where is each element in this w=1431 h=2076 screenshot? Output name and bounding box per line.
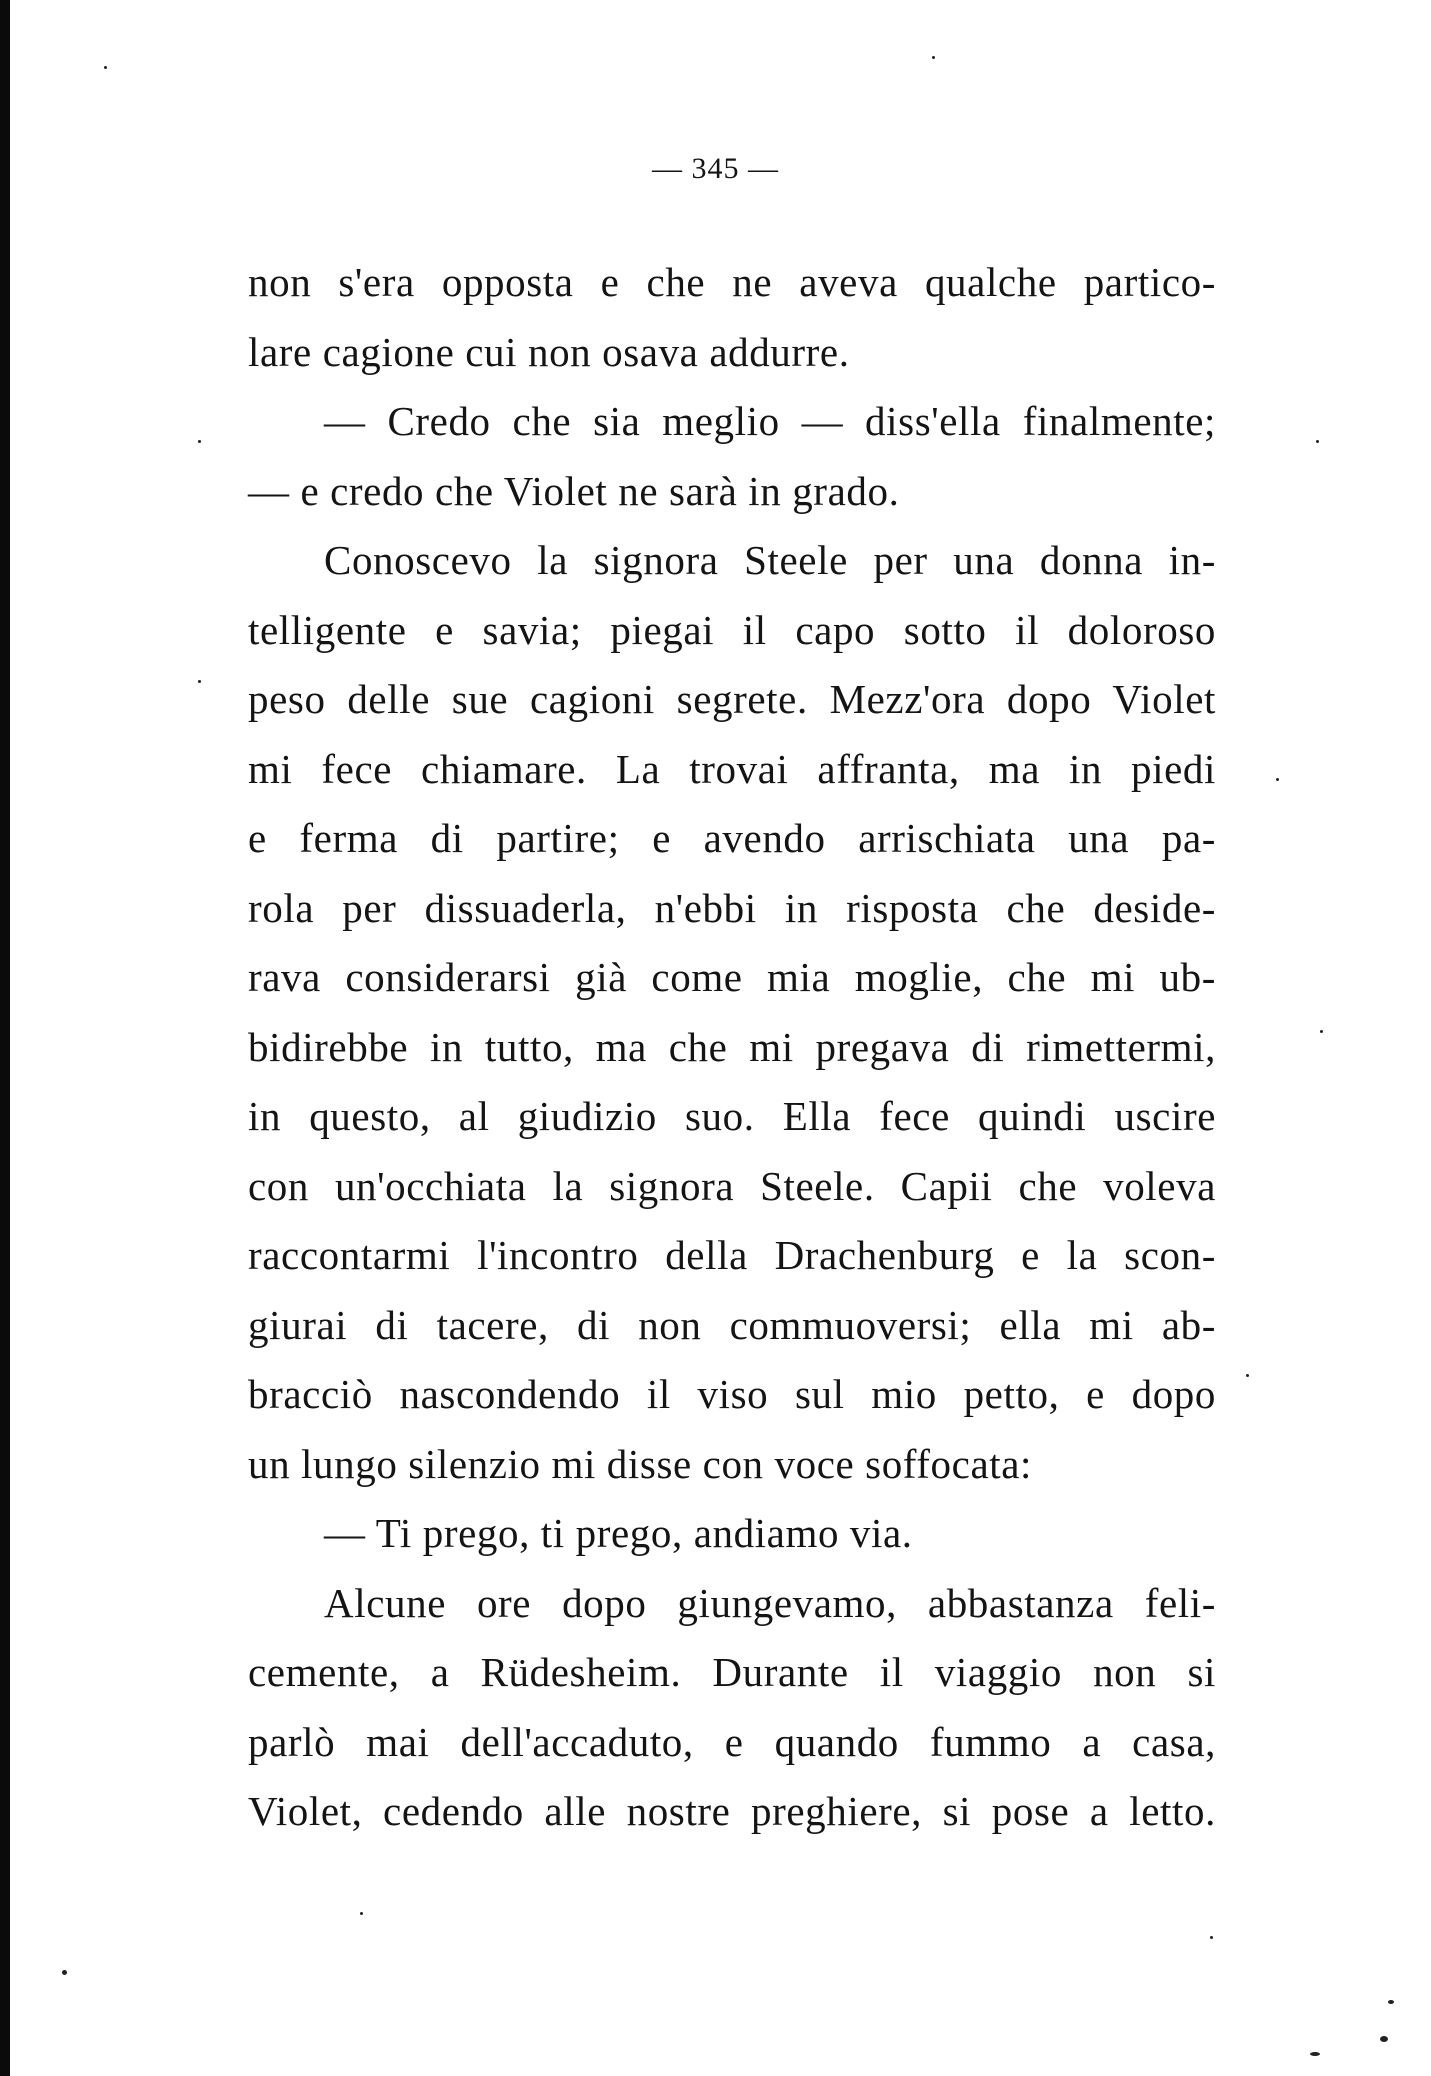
text-line: non s'era opposta e che ne aveva qualche partico-: [248, 259, 1216, 305]
text-line: — Ti prego, ti prego, andiamo via.: [324, 1510, 913, 1556]
scan-speck: [360, 1912, 363, 1915]
text-line: parlò mai dell'accaduto, e quando fummo a casa,: [248, 1718, 1216, 1765]
text-line: telligente e savia; piegai il capo sotto il doloroso: [248, 606, 1216, 653]
text-line: — e credo che Violet ne sarà in grado.: [248, 467, 900, 514]
text-line: bracciò nascondendo il viso sul mio petto, e dopo: [248, 1371, 1216, 1417]
scan-speck: [1316, 440, 1319, 443]
scan-speck: [1320, 1030, 1323, 1033]
scan-speck: [1310, 2052, 1320, 2056]
text-line: un lungo silenzio mi disse con voce soffocata:: [248, 1440, 1033, 1487]
text-line: raccontarmi l'incontro della Drachenburg e la scon-: [248, 1232, 1216, 1278]
scan-speck: [1246, 1374, 1249, 1377]
text-line: — Credo che sia meglio — diss'ella finalmente;: [324, 398, 1216, 444]
text-line: rola per dissuaderla, n'ebbi in risposta che deside-: [248, 884, 1216, 931]
body-text: [248, 248, 1216, 1847]
text-line: lare cagione cui non osava addurre.: [248, 328, 850, 375]
scan-speck: [104, 66, 107, 69]
text-line: mi fece chiamare. La trovai affranta, ma in piedi: [248, 745, 1216, 792]
text-line: Alcune ore dopo giungevamo, abbastanza feli-: [324, 1579, 1216, 1626]
text-line: rava considerarsi già come mia moglie, che mi ub-: [248, 954, 1216, 1000]
text-line: giurai di tacere, di non commuoversi; ella mi ab-: [248, 1301, 1216, 1348]
scan-speck: [1276, 778, 1279, 781]
text-line: Conoscevo la signora Steele per una donna in-: [324, 537, 1216, 583]
text-line: bidirebbe in tutto, ma che mi pregava di rimettermi,: [248, 1023, 1216, 1070]
text-line: con un'occhiata la signora Steele. Capii che voleva: [248, 1162, 1216, 1209]
text-line: in questo, al giudizio suo. Ella fece quindi uscire: [248, 1093, 1216, 1139]
scan-speck: [1388, 2000, 1394, 2004]
text-line: peso delle sue cagioni segrete. Mezz'ora dopo Violet: [248, 676, 1216, 722]
scan-speck: [932, 56, 935, 59]
scan-speck: [62, 1970, 67, 1975]
page-number: — 345 —: [652, 152, 779, 185]
text-line: e ferma di partire; e avendo arrischiata una pa-: [248, 815, 1216, 861]
scan-speck: [1380, 2036, 1388, 2042]
scan-binding-edge: [0, 0, 10, 2076]
text-line: Violet, cedendo alle nostre preghiere, si pose a letto.: [248, 1788, 1216, 1834]
scan-speck: [198, 680, 201, 683]
scan-speck: [198, 440, 201, 443]
text-line: cemente, a Rüdesheim. Durante il viaggio non si: [248, 1649, 1216, 1695]
scan-speck: [1210, 1936, 1213, 1939]
